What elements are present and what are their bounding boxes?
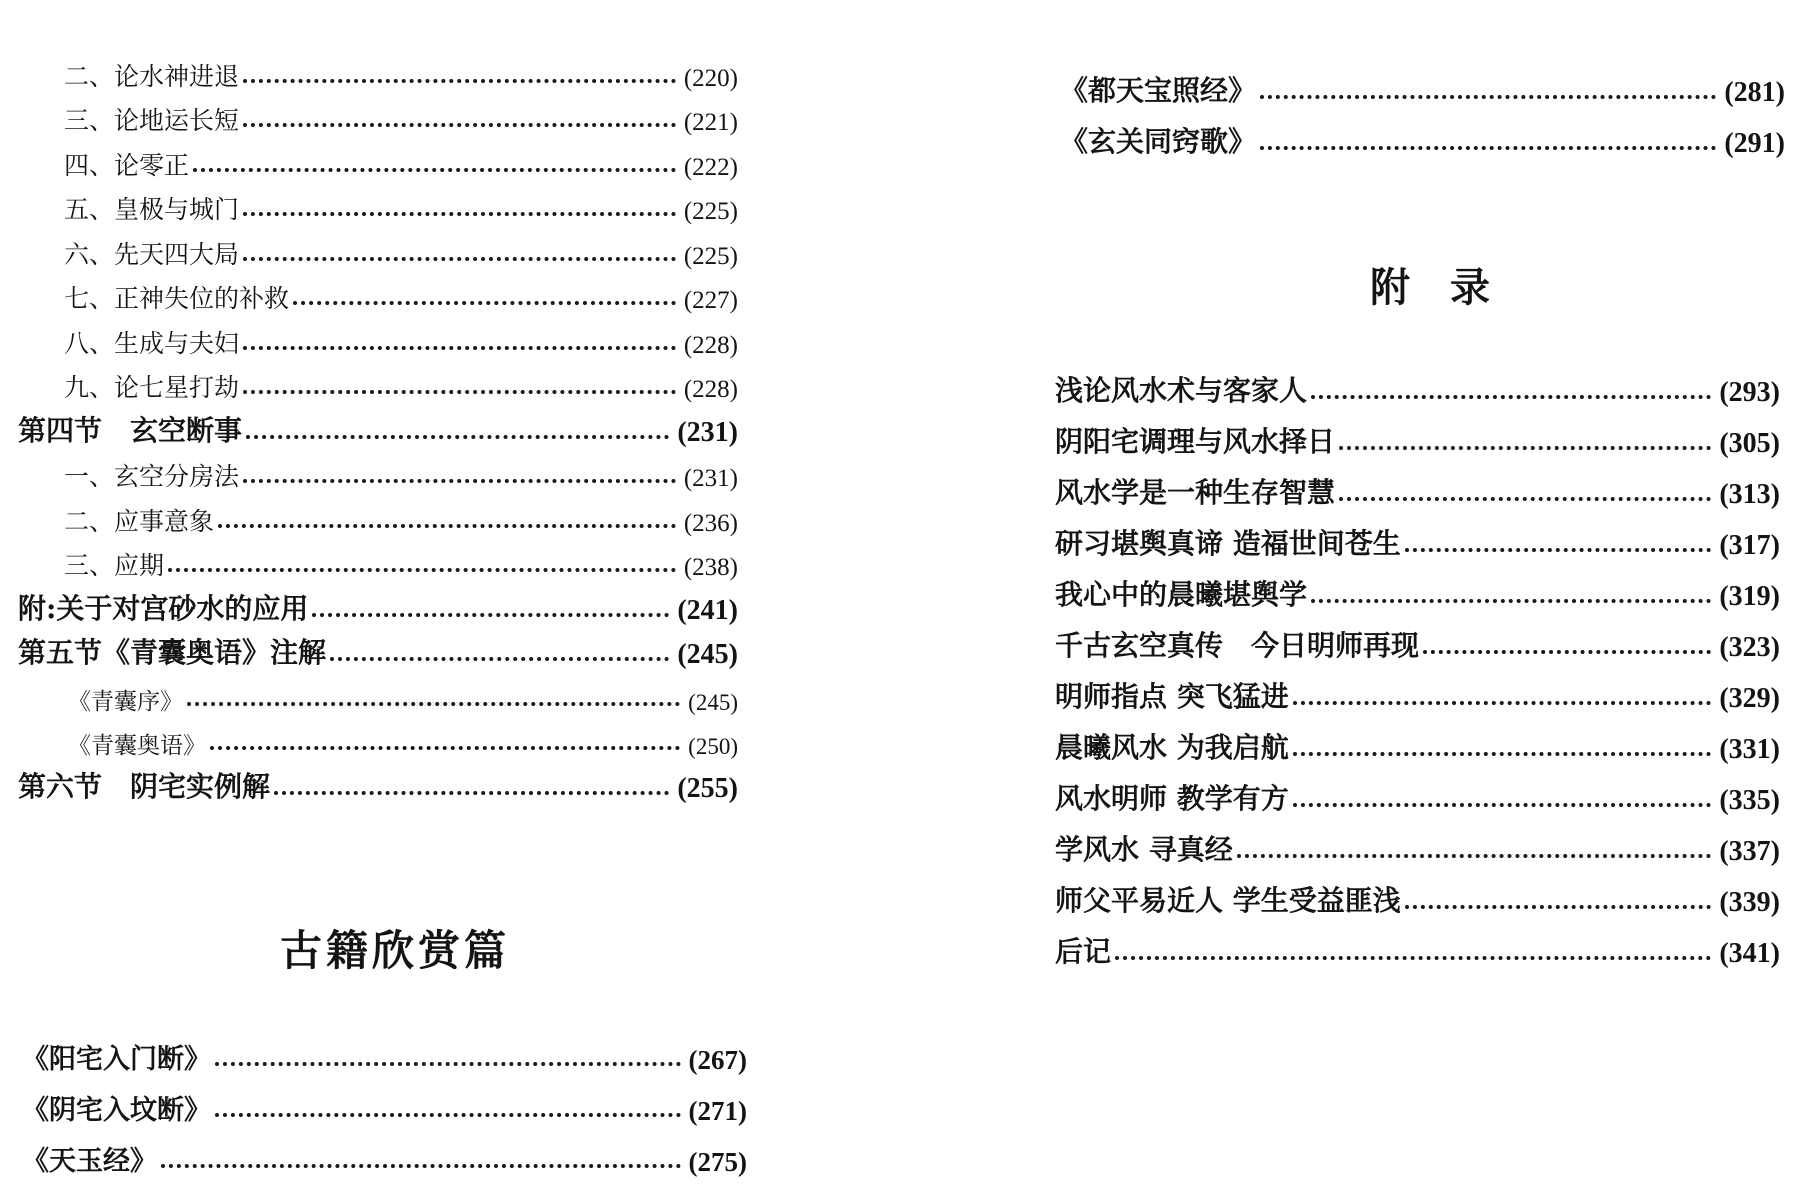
dot-leader (1260, 95, 1716, 99)
toc-entry[interactable] (1055, 460, 1780, 511)
toc-section-entry[interactable] (18, 760, 738, 805)
toc-entry-page: (250) (688, 734, 738, 759)
toc-entry-page: (337) (1719, 836, 1780, 867)
toc-entry-page: (228) (683, 376, 738, 403)
toc-entry-page: (238) (683, 554, 738, 581)
toc-entry-title: 风水学是一种生存智慧 (1055, 476, 1336, 509)
toc-entry-title: 三、论地运长短 (64, 106, 240, 135)
toc-entry-page: (291) (1724, 128, 1785, 159)
toc-section-entry[interactable] (18, 582, 738, 627)
toc-entry[interactable] (1055, 409, 1780, 460)
left-page (0, 0, 900, 1201)
toc-entry-title: 第五节《青囊奥语》注解 (18, 636, 327, 669)
toc-entry[interactable] (1055, 868, 1780, 919)
dot-leader (243, 123, 676, 127)
toc-entry-page: (331) (1719, 734, 1780, 765)
dot-leader (243, 257, 676, 261)
toc-entry-page: (293) (1719, 377, 1780, 408)
toc-entry[interactable] (1060, 109, 1785, 160)
toc-entry-title: 《青囊序》 (68, 688, 183, 715)
toc-entry-title: 晨曦风水 为我启航 (1055, 731, 1289, 764)
toc-entry-page: (267) (688, 1045, 747, 1075)
toc-entry-title: 《阳宅入门断》 (22, 1044, 211, 1075)
toc-entry[interactable] (18, 671, 738, 716)
dot-leader (1260, 146, 1716, 150)
toc-entry-page: (271) (688, 1096, 747, 1126)
toc-entry-page: (221) (683, 109, 738, 136)
toc-entry-page: (245) (688, 689, 738, 715)
toc-entry-title: 第六节 阴宅实例解 (18, 769, 271, 803)
dot-leader (1293, 701, 1712, 705)
toc-entry[interactable] (1055, 613, 1780, 664)
toc-entry-title: 学风水 寻真经 (1055, 833, 1233, 866)
toc-entry-title: 七、正神失位的补救 (64, 284, 290, 313)
toc-entry-page: (305) (1719, 428, 1780, 459)
toc-entry-page: (231) (683, 465, 738, 492)
toc-list-classics (22, 1025, 747, 1178)
toc-entry[interactable] (18, 226, 738, 271)
toc-entry-title: 明师指点 突飞猛进 (1055, 680, 1289, 713)
section-heading-classics: 古籍欣赏篇 (280, 926, 511, 975)
dot-leader (1339, 446, 1711, 450)
toc-entry[interactable] (18, 493, 738, 538)
toc-entry-title: 六、先天四大局 (64, 239, 240, 269)
toc-entry-page: (236) (683, 509, 738, 537)
toc-entry-title: 师父平易近人 学生受益匪浅 (1055, 884, 1401, 917)
toc-entry-page: (227) (683, 287, 738, 314)
toc-entry-title: 阴阳宅调理与风水择日 (1055, 425, 1336, 458)
toc-entry-title: 千古玄空真传 今日明师再现 (1055, 629, 1420, 662)
toc-entry[interactable] (18, 182, 738, 227)
dot-leader (1237, 854, 1712, 858)
toc-entry-page: (319) (1719, 581, 1780, 612)
toc-entry-page: (313) (1719, 479, 1780, 510)
dot-leader (187, 702, 680, 706)
dot-leader (215, 1062, 681, 1066)
dot-leader (210, 746, 680, 750)
toc-entry-title: 我心中的晨曦堪舆学 (1055, 578, 1308, 611)
dot-leader (218, 524, 676, 528)
toc-entry-page: (329) (1719, 683, 1780, 714)
dot-leader (215, 1113, 681, 1117)
dot-leader (1311, 599, 1711, 603)
dot-leader (1311, 395, 1711, 399)
toc-entry-title: 风水明师 教学有方 (1055, 782, 1289, 815)
toc-entry[interactable] (18, 48, 738, 93)
toc-entry[interactable] (22, 1127, 747, 1178)
toc-entry-page: (225) (683, 242, 738, 270)
toc-entry-title: 九、论七星打劫 (64, 373, 240, 402)
toc-entry-title: 三、应期 (64, 551, 165, 580)
toc-entry-page: (222) (683, 153, 738, 181)
toc-entry[interactable] (1055, 919, 1780, 970)
dot-leader (193, 168, 676, 172)
toc-entry-page: (245) (677, 639, 738, 670)
toc-entry-page: (335) (1719, 785, 1780, 816)
dot-leader (1405, 905, 1712, 909)
toc-entry[interactable] (1060, 58, 1785, 109)
toc-entry-page: (231) (677, 416, 738, 448)
toc-entry-title: 四、论零正 (64, 150, 190, 180)
dot-leader (312, 613, 669, 617)
toc-entry[interactable] (1055, 358, 1780, 409)
toc-entry-page: (281) (1724, 77, 1785, 108)
dot-leader (243, 390, 676, 394)
dot-leader (1115, 956, 1711, 960)
dot-leader (1423, 650, 1711, 654)
toc-entry-title: 一、玄空分房法 (64, 462, 240, 491)
dot-leader (243, 212, 676, 216)
toc-entry[interactable] (18, 449, 738, 494)
dot-leader (1339, 497, 1711, 501)
toc-entry-page: (228) (683, 331, 738, 359)
dot-leader (168, 568, 676, 572)
toc-entry[interactable] (18, 93, 738, 138)
toc-entry-title: 八、生成与夫妇 (64, 328, 240, 358)
toc-entry-title: 附:关于对宫砂水的应用 (18, 591, 309, 625)
toc-entry-title: 《玄关同窍歌》 (1060, 125, 1257, 158)
toc-entry[interactable] (18, 315, 738, 360)
toc-entry-page: (255) (677, 772, 738, 804)
toc-entry[interactable] (18, 271, 738, 316)
section-heading-appendix: 附录 (1370, 265, 1530, 311)
toc-entry-title: 第四节 玄空断事 (18, 413, 243, 447)
toc-entry-page: (225) (683, 198, 738, 225)
toc-entry[interactable] (1055, 511, 1780, 562)
dot-leader (246, 435, 669, 439)
toc-entry-page: (317) (1719, 530, 1780, 561)
dot-leader (243, 346, 676, 350)
toc-entry-title: 浅论风水术与客家人 (1055, 374, 1308, 407)
dot-leader (243, 79, 676, 83)
toc-entry[interactable] (18, 137, 738, 182)
toc-entry-title: 二、应事意象 (64, 506, 215, 536)
toc-entry[interactable] (1055, 817, 1780, 868)
toc-entry[interactable] (18, 360, 738, 405)
toc-list-left (18, 48, 738, 805)
dot-leader (1405, 548, 1712, 552)
toc-entry-title: 后记 (1055, 935, 1112, 968)
toc-entry[interactable] (1055, 766, 1780, 817)
toc-entry-title: 五、皇极与城门 (64, 195, 240, 224)
toc-entry-page: (339) (1719, 887, 1780, 918)
toc-entry-title: 《天玉经》 (22, 1146, 157, 1177)
toc-entry-page: (341) (1719, 938, 1780, 969)
toc-entry-page: (241) (677, 594, 738, 626)
toc-entry[interactable] (22, 1076, 747, 1127)
dot-leader (1293, 752, 1712, 756)
dot-leader (274, 791, 669, 795)
toc-section-entry[interactable] (18, 627, 738, 672)
toc-entry-title: 《阴宅入坟断》 (22, 1095, 211, 1126)
toc-entry[interactable] (22, 1025, 747, 1076)
toc-entry-title: 研习堪舆真谛 造福世间苍生 (1055, 527, 1401, 560)
dot-leader (330, 657, 669, 661)
toc-list-appendix (1055, 358, 1780, 970)
toc-list-right-top (1060, 58, 1785, 160)
dot-leader (1293, 803, 1712, 807)
toc-entry-title: 二、论水神进退 (64, 61, 240, 91)
dot-leader (293, 301, 676, 305)
toc-entry-title: 《青囊奥语》 (68, 733, 206, 759)
toc-entry[interactable] (18, 716, 738, 761)
toc-section-entry[interactable] (18, 404, 738, 449)
toc-entry[interactable] (1055, 664, 1780, 715)
toc-entry[interactable] (1055, 562, 1780, 613)
toc-entry-page: (275) (688, 1147, 747, 1177)
dot-leader (161, 1164, 681, 1168)
dot-leader (243, 479, 676, 483)
toc-entry-page: (323) (1719, 632, 1780, 663)
toc-entry[interactable] (1055, 715, 1780, 766)
toc-entry-title: 《都天宝照经》 (1060, 74, 1257, 107)
toc-entry[interactable] (18, 538, 738, 583)
toc-entry-page: (220) (683, 64, 738, 92)
